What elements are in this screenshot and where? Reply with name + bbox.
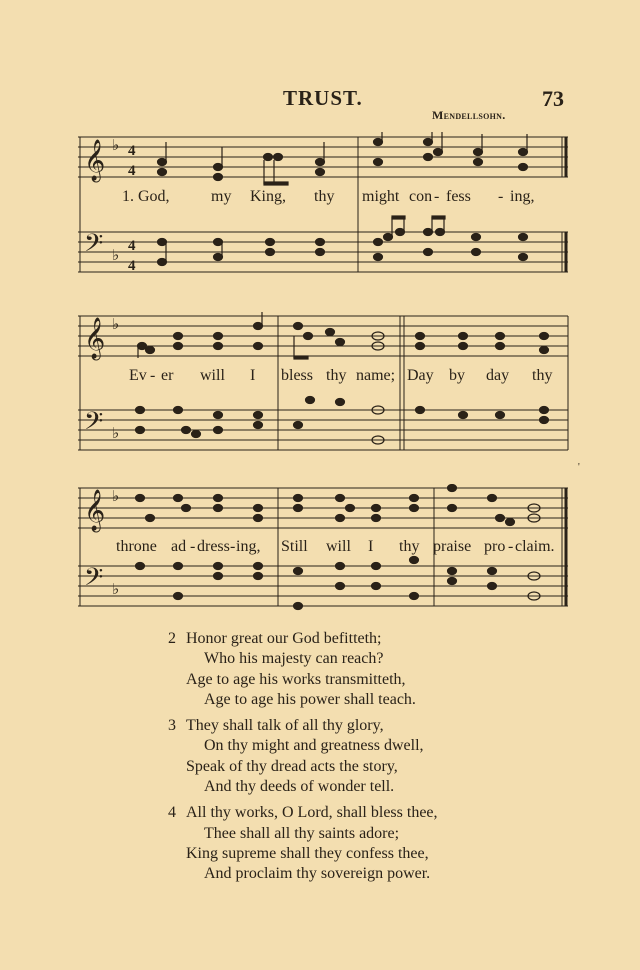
stanza-text: Honor great our God befitteth; <box>186 630 382 647</box>
svg-text:𝄢: 𝄢 <box>84 407 104 442</box>
lyric-syllable: I <box>368 538 374 555</box>
svg-text:4: 4 <box>128 163 136 179</box>
lyric-syllable: throne <box>116 538 157 555</box>
svg-text:♭: ♭ <box>112 424 120 442</box>
lyric-syllable: dress <box>197 538 230 555</box>
music-system-2 <box>78 312 570 460</box>
stanza-line: And thy deeds of wonder tell. <box>204 778 395 796</box>
svg-text:♭: ♭ <box>112 246 120 264</box>
stanza-line: Thee shall all thy saints adore; <box>204 824 400 842</box>
lyric-syllable: Day <box>407 367 434 384</box>
music-system-3 <box>78 484 570 616</box>
stanza-2 <box>168 629 588 710</box>
stanza-text: They shall talk of all thy glory, <box>186 717 384 735</box>
stanza-line <box>168 629 588 649</box>
lyric-syllable: - <box>230 538 236 555</box>
lyric-syllable: claim. <box>515 538 555 555</box>
score-system-1 <box>78 132 570 280</box>
lyric-syllable: ing, <box>236 538 261 555</box>
lyric-syllable: will <box>326 538 351 555</box>
lyric-syllable: er <box>161 367 174 384</box>
lyric-syllable: thy <box>314 188 335 205</box>
svg-text:𝄞: 𝄞 <box>84 318 106 359</box>
lyric-syllable: I <box>250 367 256 384</box>
stanza-line <box>168 803 588 823</box>
svg-text:𝄢: 𝄢 <box>84 229 104 264</box>
lyric-syllable: - <box>498 188 504 205</box>
lyric-syllable: thy <box>399 538 420 555</box>
lyric-syllable: praise <box>433 538 472 555</box>
svg-text:♭: ♭ <box>112 580 120 598</box>
composer-credit: Mendellsohn. <box>432 108 506 122</box>
stanza-line: Speak of thy dread acts the story, <box>186 757 398 775</box>
additional-verses <box>168 629 588 891</box>
stanza-4 <box>168 803 588 884</box>
hymn-title: TRUST. <box>283 86 363 110</box>
lyric-syllable: - <box>508 538 514 555</box>
lyric-syllable: ad <box>171 538 187 555</box>
svg-text:𝄞: 𝄞 <box>84 490 106 531</box>
lyric-syllable: - <box>434 188 440 205</box>
lyric-syllable: my <box>211 188 232 205</box>
page-number: 73 <box>542 86 564 111</box>
svg-text:♭: ♭ <box>112 136 120 154</box>
lyric-syllable: name; <box>356 367 396 384</box>
lyric-syllable: Ev <box>129 367 147 384</box>
lyric-syllable: bless <box>281 367 313 384</box>
lyric-syllable: day <box>486 367 510 384</box>
page-speck: ' <box>578 462 580 473</box>
svg-text:♭: ♭ <box>112 487 120 505</box>
lyric-syllable: might <box>362 188 400 205</box>
lyric-syllable: 1. God, <box>122 188 170 205</box>
lyric-syllable: thy <box>532 367 553 384</box>
lyric-syllable: thy <box>326 367 347 384</box>
lyric-syllable: King, <box>250 188 286 205</box>
lyric-syllable: - <box>150 367 156 384</box>
lyric-syllable: - <box>190 538 196 555</box>
lyric-syllable: con <box>409 188 433 205</box>
lyric-syllable: by <box>449 367 465 384</box>
stanza-line: King supreme shall they confess thee, <box>186 844 429 862</box>
score-system-2 <box>78 312 570 460</box>
svg-text:4: 4 <box>128 238 136 254</box>
svg-text:♭: ♭ <box>112 315 120 333</box>
svg-text:𝄞: 𝄞 <box>84 140 106 181</box>
stanza-text: All thy works, O Lord, shall bless thee, <box>186 804 438 822</box>
stanza-line: Age to age his works transmitteth, <box>186 670 406 688</box>
stanza-number: 4 <box>168 804 176 822</box>
svg-text:𝄢: 𝄢 <box>84 563 104 598</box>
lyric-syllable: Still <box>281 538 308 555</box>
lyric-syllable: ing, <box>510 188 535 205</box>
stanza-line: And proclaim thy sovereign power. <box>204 865 431 883</box>
music-system-1 <box>78 132 570 280</box>
stanza-number: 2 <box>168 630 176 647</box>
stanza-3 <box>168 716 588 797</box>
svg-text:4: 4 <box>128 258 136 274</box>
lyric-syllable: will <box>200 367 225 384</box>
stanza-line: Who his majesty can reach? <box>204 650 384 668</box>
lyric-syllable: fess <box>446 188 471 205</box>
stanza-line <box>168 716 588 736</box>
stanza-line: Age to age his power shall teach. <box>204 690 416 708</box>
stanza-number: 3 <box>168 717 176 735</box>
lyric-syllable: pro <box>484 538 506 555</box>
svg-text:4: 4 <box>128 143 136 159</box>
stanza-line: On thy might and greatness dwell, <box>204 737 424 755</box>
